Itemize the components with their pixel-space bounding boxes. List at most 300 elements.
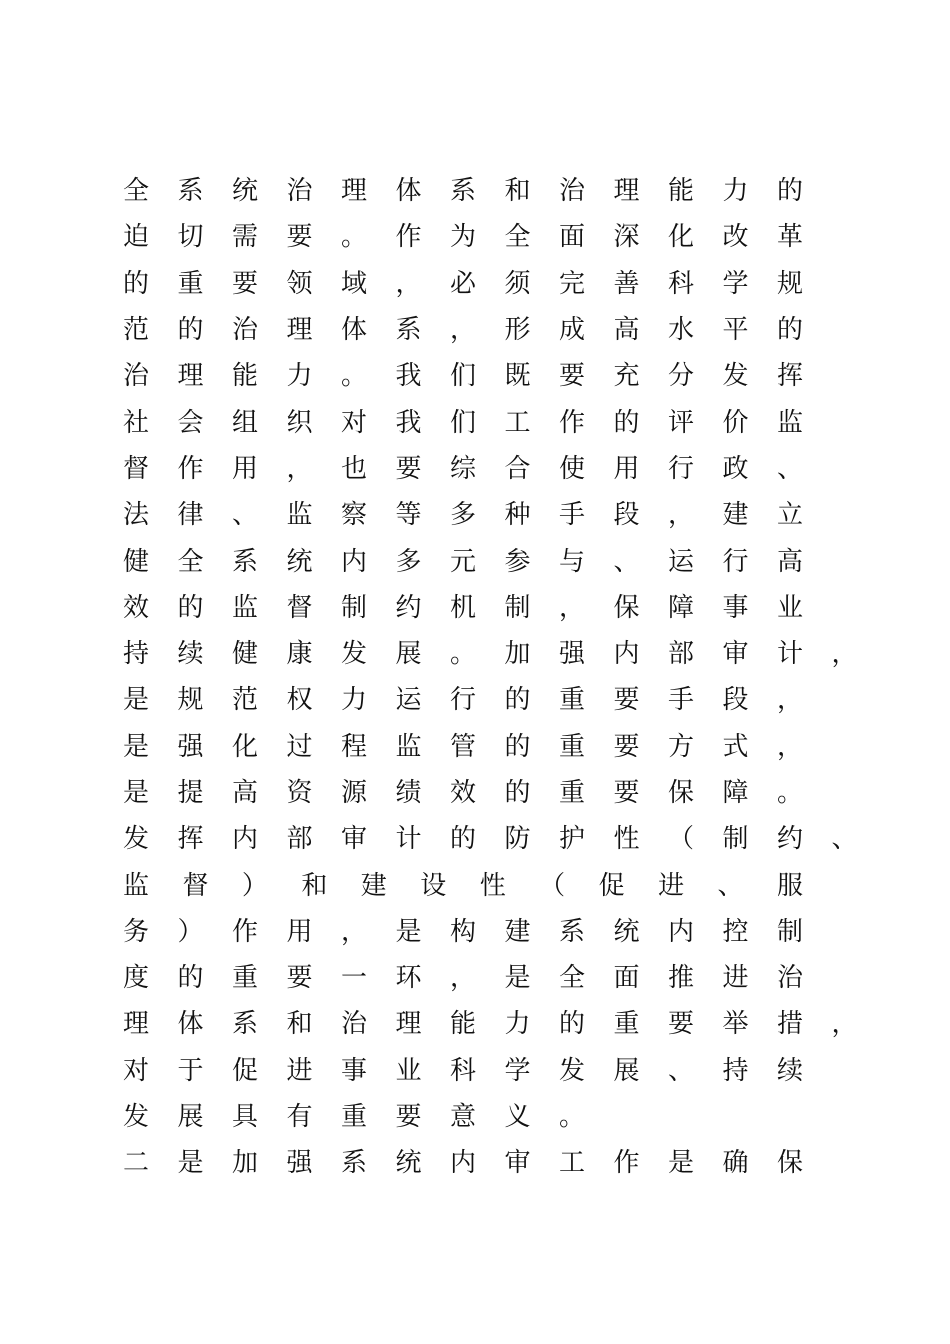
text-line xyxy=(122,862,852,908)
text-line xyxy=(122,261,852,307)
glyph: 于 xyxy=(177,1055,204,1086)
glyph: 评 xyxy=(667,407,695,438)
glyph: 构 xyxy=(449,916,477,947)
glyph: 对 xyxy=(122,1055,150,1086)
glyph: 是 xyxy=(504,963,531,994)
glyph: 治 xyxy=(776,963,804,994)
glyph: 系 xyxy=(177,176,204,207)
glyph: 手 xyxy=(558,500,586,531)
glyph: 力 xyxy=(286,361,313,392)
glyph: 治 xyxy=(231,315,259,346)
glyph: 用 xyxy=(231,453,259,484)
glyph: 内 xyxy=(613,639,640,670)
glyph: 理 xyxy=(177,361,204,392)
glyph: 与 xyxy=(558,546,586,577)
glyph: 要 xyxy=(231,268,259,299)
glyph: 发 xyxy=(558,1055,586,1086)
glyph: 察 xyxy=(340,500,368,531)
glyph: 措 xyxy=(776,1009,804,1040)
glyph: 约 xyxy=(395,592,422,623)
glyph: 监 xyxy=(231,592,259,623)
glyph: 是 xyxy=(177,1148,204,1179)
glyph: 续 xyxy=(177,639,204,670)
glyph: ， xyxy=(776,685,804,716)
glyph: 权 xyxy=(286,685,313,716)
glyph: 范 xyxy=(231,685,259,716)
glyph: 政 xyxy=(722,453,749,484)
glyph: 行 xyxy=(722,546,749,577)
glyph: 建 xyxy=(360,870,387,901)
glyph: 性 xyxy=(613,824,640,855)
text-line xyxy=(122,1140,852,1186)
glyph: 领 xyxy=(286,268,313,299)
glyph: 运 xyxy=(667,546,695,577)
glyph: 的 xyxy=(122,268,150,299)
glyph: 治 xyxy=(286,176,313,207)
glyph: 计 xyxy=(395,824,422,855)
glyph: 系 xyxy=(340,1148,368,1179)
glyph: 康 xyxy=(286,639,313,670)
glyph: 们 xyxy=(449,361,477,392)
glyph: 持 xyxy=(722,1055,749,1086)
glyph: 挥 xyxy=(776,361,804,392)
glyph: 障 xyxy=(667,592,695,623)
glyph: 要 xyxy=(613,731,640,762)
glyph: 、 xyxy=(776,453,804,484)
glyph: 重 xyxy=(558,731,586,762)
glyph: 障 xyxy=(722,778,749,808)
text-line xyxy=(122,168,852,214)
glyph: 改 xyxy=(722,222,749,253)
glyph: ， xyxy=(831,639,858,670)
glyph: 能 xyxy=(231,361,259,392)
glyph: 能 xyxy=(667,176,695,207)
glyph: 要 xyxy=(667,1009,695,1040)
glyph: 业 xyxy=(776,592,804,623)
glyph: 程 xyxy=(340,731,368,762)
glyph: 重 xyxy=(613,1009,640,1040)
glyph: 体 xyxy=(395,176,422,207)
glyph: 们 xyxy=(449,407,477,438)
glyph: 事 xyxy=(722,592,749,623)
glyph: 面 xyxy=(613,963,640,994)
glyph: 持 xyxy=(122,639,150,670)
glyph: 要 xyxy=(613,778,640,808)
glyph: 是 xyxy=(122,778,150,808)
text-line xyxy=(122,816,858,862)
glyph: 发 xyxy=(122,1102,150,1133)
glyph: 。 xyxy=(340,361,368,392)
glyph: 理 xyxy=(395,1009,422,1040)
glyph: 水 xyxy=(667,315,695,346)
glyph: 全 xyxy=(122,176,150,207)
glyph: 具 xyxy=(231,1102,259,1133)
glyph: 化 xyxy=(231,731,259,762)
glyph: 监 xyxy=(286,500,313,531)
glyph: 是 xyxy=(395,916,422,947)
glyph: 必 xyxy=(449,268,477,299)
glyph: 我 xyxy=(395,407,422,438)
glyph: 规 xyxy=(177,685,204,716)
glyph: 展 xyxy=(177,1102,204,1133)
glyph: 。 xyxy=(449,639,477,670)
glyph: 审 xyxy=(722,639,749,670)
glyph: 审 xyxy=(340,824,368,855)
glyph: 理 xyxy=(122,1009,150,1040)
glyph: 力 xyxy=(722,176,749,207)
glyph: 合 xyxy=(504,453,531,484)
glyph: 监 xyxy=(122,870,150,901)
glyph: 保 xyxy=(613,592,640,623)
glyph: 是 xyxy=(667,1148,695,1179)
text-line xyxy=(122,724,852,770)
glyph: 督 xyxy=(182,870,209,901)
text-line xyxy=(122,399,852,445)
glyph: 充 xyxy=(613,361,640,392)
glyph: 高 xyxy=(776,546,804,577)
glyph: 是 xyxy=(122,685,150,716)
glyph: 。 xyxy=(558,1102,586,1133)
glyph: 发 xyxy=(340,639,368,670)
glyph: 社 xyxy=(122,407,150,438)
glyph: 、 xyxy=(231,500,259,531)
glyph: 保 xyxy=(667,778,695,808)
glyph: 全 xyxy=(177,546,204,577)
glyph: 域 xyxy=(340,268,368,299)
glyph: 监 xyxy=(395,731,422,762)
text-line xyxy=(122,353,852,399)
glyph: 和 xyxy=(504,176,531,207)
glyph: 式 xyxy=(722,731,749,762)
glyph: 为 xyxy=(449,222,477,253)
glyph: 用 xyxy=(613,453,640,484)
glyph: 设 xyxy=(420,870,447,901)
glyph: 革 xyxy=(776,222,804,253)
glyph: ， xyxy=(286,453,313,484)
text-line xyxy=(122,1094,852,1140)
glyph: 、 xyxy=(831,824,858,855)
glyph: 事 xyxy=(340,1055,368,1086)
glyph: 工 xyxy=(558,1148,586,1179)
glyph: 化 xyxy=(667,222,695,253)
glyph: 组 xyxy=(231,407,259,438)
glyph: 强 xyxy=(558,639,586,670)
glyph: 学 xyxy=(722,268,749,299)
glyph: 作 xyxy=(395,222,422,253)
glyph: 挥 xyxy=(177,824,204,855)
glyph: 服 xyxy=(776,870,804,901)
text-line xyxy=(122,1048,852,1094)
glyph: 监 xyxy=(776,407,804,438)
glyph: 。 xyxy=(776,778,804,808)
glyph: 要 xyxy=(613,685,640,716)
glyph: 义 xyxy=(504,1102,531,1133)
glyph: 、 xyxy=(667,1055,695,1086)
glyph: 高 xyxy=(231,778,259,808)
glyph: 全 xyxy=(504,222,531,253)
glyph: ， xyxy=(395,268,422,299)
glyph: 内 xyxy=(667,916,695,947)
glyph: ， xyxy=(776,731,804,762)
glyph: 的 xyxy=(558,1009,586,1040)
glyph: 控 xyxy=(722,916,749,947)
glyph: ， xyxy=(449,963,477,994)
glyph: 深 xyxy=(613,222,640,253)
glyph: 内 xyxy=(340,546,368,577)
glyph: ） xyxy=(177,916,204,947)
glyph: 过 xyxy=(286,731,313,762)
glyph: 的 xyxy=(776,315,804,346)
glyph: 的 xyxy=(613,407,640,438)
glyph: 要 xyxy=(395,1102,422,1133)
glyph: ， xyxy=(449,315,477,346)
glyph: 作 xyxy=(231,916,259,947)
text-line xyxy=(122,909,852,955)
glyph: 价 xyxy=(722,407,749,438)
glyph: 行 xyxy=(667,453,695,484)
glyph: 重 xyxy=(231,963,259,994)
glyph: 源 xyxy=(340,778,368,808)
glyph: 要 xyxy=(558,361,586,392)
glyph: 立 xyxy=(776,500,804,531)
glyph: 我 xyxy=(395,361,422,392)
text-line xyxy=(122,677,852,723)
glyph: 治 xyxy=(558,176,586,207)
glyph: （ xyxy=(667,824,695,855)
glyph: ， xyxy=(558,592,586,623)
glyph: 促 xyxy=(598,870,625,901)
glyph: 性 xyxy=(479,870,506,901)
glyph: 面 xyxy=(558,222,586,253)
glyph: 制 xyxy=(722,824,749,855)
glyph: 是 xyxy=(122,731,150,762)
text-line xyxy=(122,214,852,260)
glyph: 确 xyxy=(722,1148,749,1179)
glyph: 效 xyxy=(449,778,477,808)
glyph: 学 xyxy=(504,1055,531,1086)
glyph: 使 xyxy=(558,453,586,484)
glyph: ， xyxy=(831,1009,858,1040)
glyph: 环 xyxy=(395,963,422,994)
glyph: 和 xyxy=(286,1009,313,1040)
glyph: 平 xyxy=(722,315,749,346)
glyph: 织 xyxy=(286,407,313,438)
glyph: 法 xyxy=(122,500,150,531)
text-line xyxy=(122,492,852,538)
glyph: 完 xyxy=(558,268,586,299)
glyph: 统 xyxy=(395,1148,422,1179)
text-line xyxy=(122,1001,858,1047)
glyph: 审 xyxy=(504,1148,531,1179)
glyph: 成 xyxy=(558,315,586,346)
glyph: 计 xyxy=(776,639,804,670)
glyph: 系 xyxy=(449,176,477,207)
glyph: 督 xyxy=(122,453,150,484)
glyph: 保 xyxy=(776,1148,804,1179)
glyph: 督 xyxy=(286,592,313,623)
glyph: 建 xyxy=(722,500,749,531)
glyph: 强 xyxy=(286,1148,313,1179)
glyph: 管 xyxy=(449,731,477,762)
body-text xyxy=(122,168,858,1187)
glyph: 重 xyxy=(558,685,586,716)
glyph: 运 xyxy=(395,685,422,716)
text-line xyxy=(122,446,852,492)
glyph: 、 xyxy=(613,546,640,577)
glyph: 种 xyxy=(504,500,531,531)
glyph: 也 xyxy=(340,453,368,484)
glyph: ） xyxy=(241,870,268,901)
glyph: 理 xyxy=(340,176,368,207)
glyph: 健 xyxy=(122,546,150,577)
glyph: （ xyxy=(539,870,566,901)
glyph: 机 xyxy=(449,592,477,623)
text-line xyxy=(122,307,852,353)
glyph: 参 xyxy=(504,546,531,577)
glyph: 发 xyxy=(122,824,150,855)
glyph: 护 xyxy=(558,824,586,855)
glyph: 推 xyxy=(667,963,695,994)
glyph: 强 xyxy=(177,731,204,762)
glyph: 理 xyxy=(613,176,640,207)
glyph: 形 xyxy=(504,315,531,346)
glyph: 多 xyxy=(395,546,422,577)
glyph: 多 xyxy=(449,500,477,531)
glyph: 体 xyxy=(340,315,368,346)
glyph: 方 xyxy=(667,731,695,762)
glyph: ， xyxy=(667,500,695,531)
glyph: 系 xyxy=(231,546,259,577)
glyph: 系 xyxy=(558,916,586,947)
glyph: 内 xyxy=(449,1148,477,1179)
glyph: 科 xyxy=(667,268,695,299)
glyph: 律 xyxy=(177,500,204,531)
glyph: 需 xyxy=(231,222,259,253)
glyph: 部 xyxy=(667,639,695,670)
glyph: 、 xyxy=(717,870,744,901)
glyph: 内 xyxy=(231,824,259,855)
glyph: 有 xyxy=(286,1102,313,1133)
glyph: 进 xyxy=(722,963,749,994)
glyph: 等 xyxy=(395,500,422,531)
glyph: 部 xyxy=(286,824,313,855)
glyph: 用 xyxy=(286,916,313,947)
glyph: 二 xyxy=(122,1148,150,1179)
glyph: 展 xyxy=(395,639,422,670)
glyph: 绩 xyxy=(395,778,422,808)
glyph: 综 xyxy=(449,453,477,484)
glyph: 的 xyxy=(504,685,531,716)
glyph: 行 xyxy=(449,685,477,716)
glyph: 范 xyxy=(122,315,150,346)
glyph: 发 xyxy=(722,361,749,392)
glyph: 元 xyxy=(449,546,477,577)
glyph: 务 xyxy=(122,916,150,947)
glyph: 进 xyxy=(286,1055,313,1086)
glyph: 作 xyxy=(613,1148,640,1179)
glyph: 治 xyxy=(122,361,150,392)
glyph: 意 xyxy=(449,1102,477,1133)
glyph: 约 xyxy=(776,824,804,855)
glyph: 制 xyxy=(776,916,804,947)
text-line xyxy=(122,955,852,1001)
glyph: 制 xyxy=(340,592,368,623)
glyph: 全 xyxy=(558,963,586,994)
glyph: 作 xyxy=(177,453,204,484)
glyph: 要 xyxy=(395,453,422,484)
glyph: 科 xyxy=(449,1055,477,1086)
glyph: 重 xyxy=(340,1102,368,1133)
glyph: 资 xyxy=(286,778,313,808)
glyph: 的 xyxy=(504,778,531,808)
glyph: 的 xyxy=(449,824,477,855)
glyph: 健 xyxy=(231,639,259,670)
glyph: 段 xyxy=(613,500,640,531)
glyph: 防 xyxy=(504,824,531,855)
glyph: 举 xyxy=(722,1009,749,1040)
text-line xyxy=(122,538,852,584)
text-line xyxy=(122,770,852,816)
glyph: 度 xyxy=(122,963,150,994)
text-line xyxy=(122,631,858,677)
glyph: 促 xyxy=(231,1055,259,1086)
text-line xyxy=(122,585,852,631)
glyph: 的 xyxy=(177,592,204,623)
glyph: 要 xyxy=(286,222,313,253)
glyph: 系 xyxy=(395,315,422,346)
glyph: 力 xyxy=(340,685,368,716)
glyph: ， xyxy=(340,916,368,947)
glyph: 分 xyxy=(667,361,695,392)
glyph: 的 xyxy=(177,963,204,994)
glyph: 统 xyxy=(231,176,259,207)
glyph: 效 xyxy=(122,592,150,623)
glyph: 。 xyxy=(340,222,368,253)
glyph: 统 xyxy=(613,916,640,947)
glyph: 须 xyxy=(504,268,531,299)
glyph: 力 xyxy=(504,1009,531,1040)
glyph: 和 xyxy=(301,870,328,901)
glyph: 业 xyxy=(395,1055,422,1086)
glyph: 会 xyxy=(177,407,204,438)
glyph: 能 xyxy=(449,1009,477,1040)
glyph: 治 xyxy=(340,1009,368,1040)
glyph: 进 xyxy=(658,870,685,901)
glyph: 的 xyxy=(504,731,531,762)
glyph: 对 xyxy=(340,407,368,438)
glyph: 工 xyxy=(504,407,531,438)
glyph: 切 xyxy=(177,222,204,253)
glyph: 制 xyxy=(504,592,531,623)
glyph: 作 xyxy=(558,407,586,438)
glyph: 手 xyxy=(667,685,695,716)
glyph: 要 xyxy=(286,963,313,994)
glyph: 提 xyxy=(177,778,204,808)
glyph: 建 xyxy=(504,916,531,947)
glyph: 统 xyxy=(286,546,313,577)
glyph: 重 xyxy=(558,778,586,808)
glyph: 加 xyxy=(231,1148,259,1179)
glyph: 规 xyxy=(776,268,804,299)
glyph: 展 xyxy=(613,1055,640,1086)
glyph: 重 xyxy=(177,268,204,299)
glyph: 善 xyxy=(613,268,640,299)
glyph: 体 xyxy=(177,1009,204,1040)
glyph: 的 xyxy=(177,315,204,346)
glyph: 续 xyxy=(776,1055,804,1086)
glyph: 系 xyxy=(231,1009,259,1040)
glyph: 既 xyxy=(504,361,531,392)
